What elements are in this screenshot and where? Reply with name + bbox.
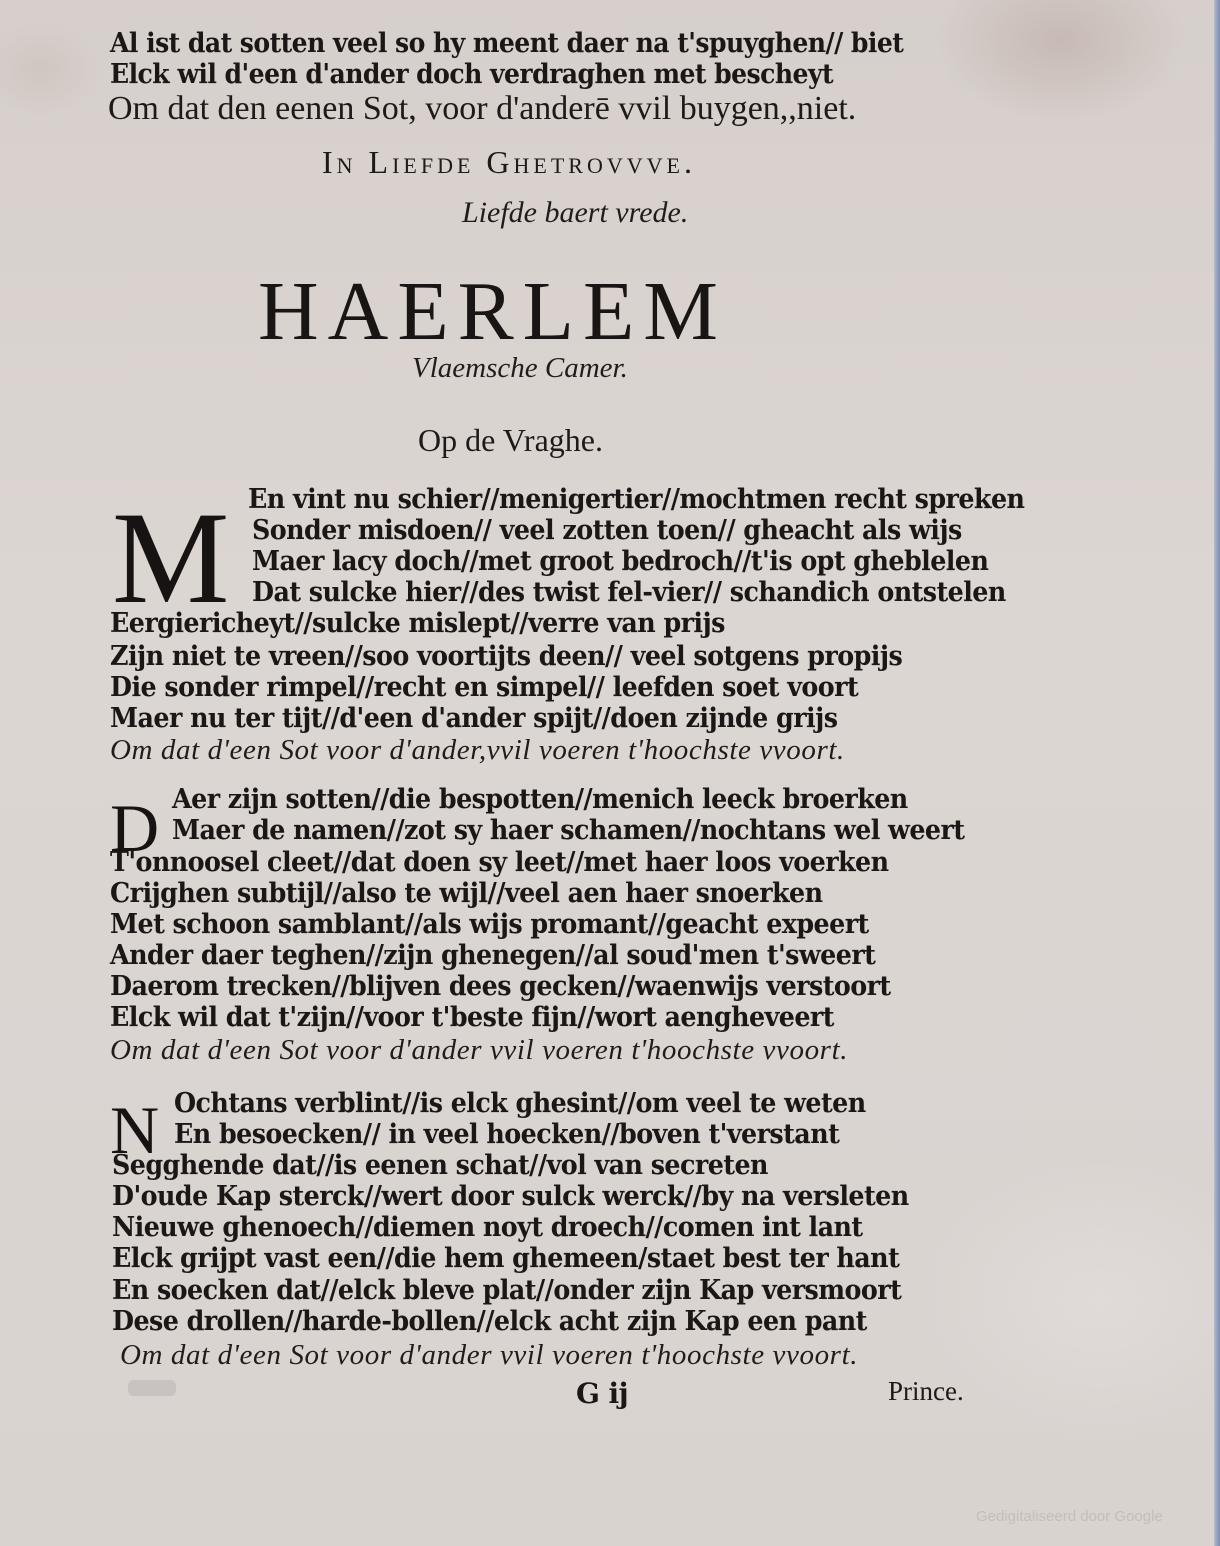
stanza-refrain: Om dat d'een Sot voor d'ander vvil voeren t'hoochste vvoort.	[120, 1339, 859, 1371]
drop-cap: D	[110, 790, 160, 866]
drop-cap: M	[112, 484, 230, 631]
stanza-line: Zijn niet te vreen//soo voortijts deen// veel sotgens propijs	[110, 641, 903, 672]
stanza-line: En vint nu schier//menigertier//mochtmen recht spreken	[248, 484, 1025, 515]
digitization-watermark: Gedigitaliseerd door Google	[976, 1508, 1163, 1525]
stanza-refrain: Om dat d'een Sot voor d'ander,vvil voeren t'hoochste vvoort.	[110, 734, 845, 766]
stanza-line: Nieuwe ghenoech//diemen noyt droech//comen int lant	[112, 1212, 863, 1243]
subtitle: Vlaemsche Camer.	[412, 352, 628, 384]
motto-heading: In Liefde Ghetrovvve.	[322, 144, 696, 180]
stanza-line: Eergiericheyt//sulcke mislept//verre van prijs	[110, 608, 725, 639]
ink-smudge	[128, 1380, 176, 1396]
page-title: HAERLEM	[258, 265, 727, 358]
stanza-line: Dese drollen//harde-bollen//elck acht zijn Kap een pant	[112, 1306, 867, 1337]
stanza-line: Die sonder rimpel//recht en simpel// leefden soet voort	[110, 672, 859, 703]
previous-poem-line: Elck wil d'een d'ander doch verdraghen met bescheyt	[110, 59, 834, 90]
stanza-line: Maer lacy doch//met groot bedroch//t'is opt gheblelen	[252, 546, 989, 577]
stanza-line: T'onnoosel cleet//dat doen sy leet//met haer loos voerken	[110, 847, 889, 878]
stanza-line: Ochtans verblint//is elck ghesint//om veel te weten	[174, 1088, 866, 1119]
stanza-line: En besoecken// in veel hoecken//boven t'verstant	[174, 1119, 840, 1150]
stanza-line: Daerom trecken//blijven dees gecken//waenwijs verstoort	[110, 971, 891, 1002]
stanza-line: Segghende dat//is eenen schat//vol van secreten	[112, 1150, 768, 1181]
motto: Liefde baert vrede.	[462, 196, 689, 229]
page-edge	[1214, 0, 1220, 1546]
stanza-line: Sonder misdoen// veel zotten toen// gheacht als wijs	[252, 515, 962, 546]
stanza-line: Crijghen subtijl//also te wijl//veel aen haer snoerken	[110, 878, 823, 909]
stanza-line: Aer zijn sotten//die bespotten//menich leeck broerken	[172, 784, 908, 815]
stanza-line: En soecken dat//elck bleve plat//onder zijn Kap versmoort	[112, 1275, 902, 1306]
drop-cap: N	[110, 1092, 160, 1168]
stanza-line: Ander daer teghen//zijn ghenegen//al soud'men t'sweert	[110, 940, 876, 971]
previous-poem-refrain: Om dat den eenen Sot, voor d'anderē vvil buygen,,niet.	[108, 90, 857, 127]
stanza-line: Met schoon samblant//als wijs promant//geacht expeert	[110, 909, 869, 940]
stanza-line: Maer nu ter tijt//d'een d'ander spijt//doen zijnde grijs	[110, 703, 838, 734]
stanza-refrain: Om dat d'een Sot voor d'ander vvil voeren t'hoochste vvoort.	[110, 1034, 849, 1066]
stanza-line: Dat sulcke hier//des twist fel-vier// schandich ontstelen	[252, 577, 1006, 608]
stanza-line: Elck wil dat t'zijn//voor t'beste fijn//wort aengheveert	[110, 1002, 834, 1033]
previous-poem-line: Al ist dat sotten veel so hy meent daer na t'spuyghen// biet	[110, 28, 904, 59]
signature-mark: G ij	[576, 1377, 629, 1410]
stanza-line: Elck grijpt vast een//die hem ghemeen/staet best ter hant	[112, 1243, 900, 1274]
stanza-line: Maer de namen//zot sy haer schamen//nochtans wel weert	[172, 815, 965, 846]
stanza-line: D'oude Kap sterck//wert door sulck werck//by na versleten	[112, 1181, 909, 1212]
section-heading: Op de Vraghe.	[418, 422, 603, 458]
catchword: Prince.	[888, 1376, 964, 1406]
